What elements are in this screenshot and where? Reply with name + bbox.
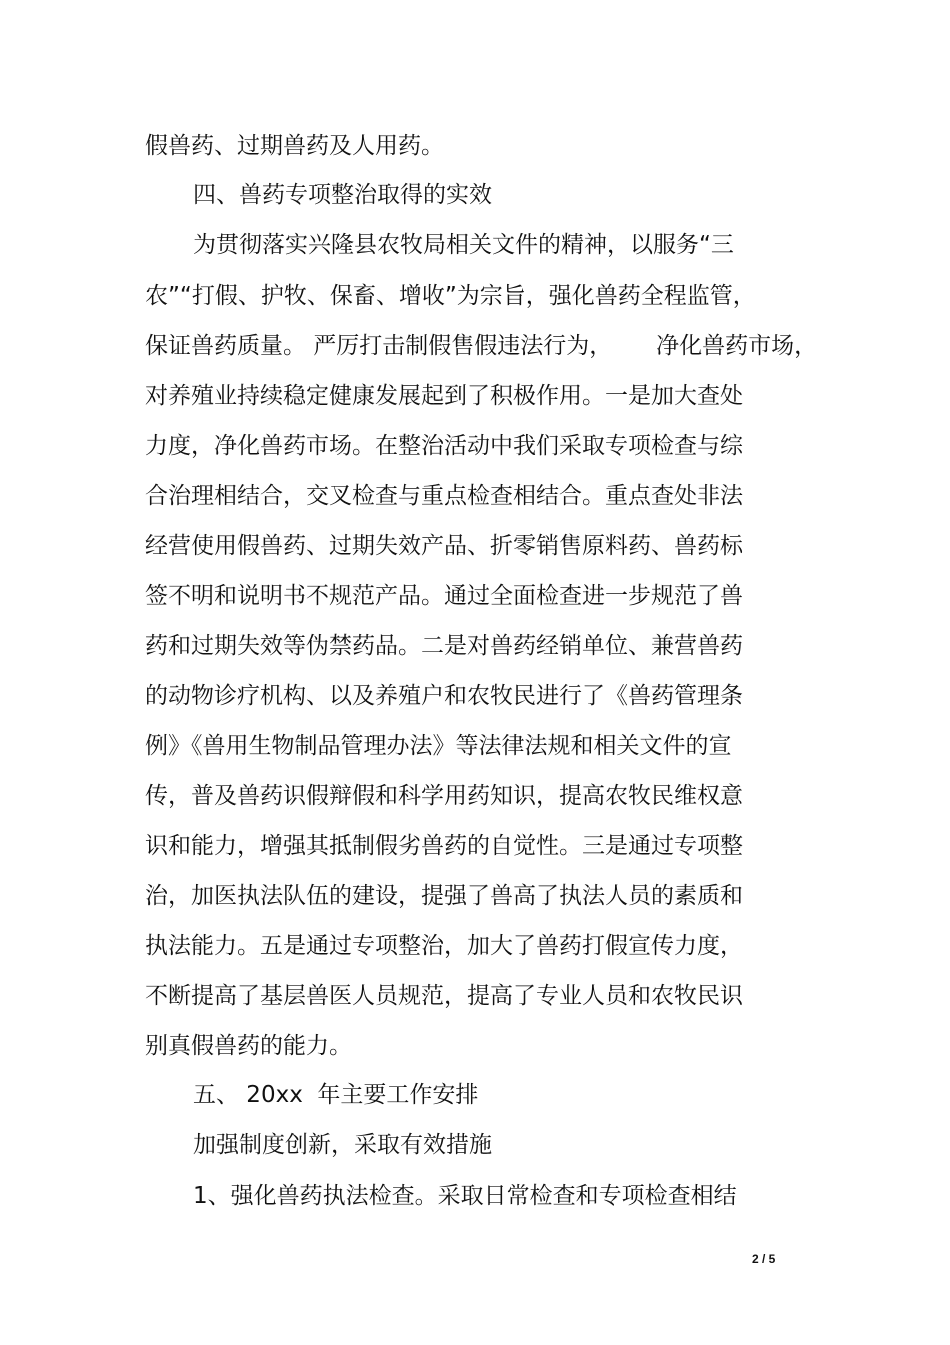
body-text-line: 例》《兽用生物制品管理办法》等法律法规和相关文件的宣 [145,733,732,759]
body-text-line: 合治理相结合，交叉检查与重点检查相结合。重点查处非法 [145,483,743,509]
section-heading: 五、 20xx 年主要工作安排 [193,1082,479,1108]
body-text-line: 假兽药、过期兽药及人用药。 [145,133,444,159]
section-heading: 四、兽药专项整治取得的实效 [193,182,492,208]
body-text-line: 签不明和说明书不规范产品。通过全面检查进一步规范了兽 [145,583,743,609]
body-text-line: 治，加医执法队伍的建设，提强了兽高了执法人员的素质和 [145,883,743,909]
body-text-line: 识和能力，增强其抵制假劣兽药的自觉性。三是通过专项整 [145,833,743,859]
body-text-line: 执法能力。五是通过专项整治，加大了兽药打假宣传力度， [145,933,743,959]
page-number: 2 / 5 [752,1252,776,1266]
body-text-line: 药和过期失效等伪禁药品。二是对兽药经销单位、兼营兽药 [145,633,743,659]
body-text-line: 传，普及兽药识假辩假和科学用药知识，提高农牧民维权意 [145,783,743,809]
body-text-line: 农”“打假、护牧、保畜、增收”为宗旨，强化兽药全程监管， [145,283,756,309]
body-text-line: 1、强化兽药执法检查。采取日常检查和专项检查相结 [193,1183,737,1209]
body-text-line: 不断提高了基层兽医人员规范，提高了专业人员和农牧民识 [145,983,743,1009]
body-text-line: 为贯彻落实兴隆县农牧局相关文件的精神，以服务“三 [193,232,734,258]
body-text-line: 经营使用假兽药、过期失效产品、折零销售原料药、兽药标 [145,533,743,559]
body-text-line: 保证兽药质量。 严厉打击制假售假违法行为， 净化兽药市场， [145,333,818,359]
subheading: 加强制度创新，采取有效措施 [193,1132,492,1158]
body-text-line: 的动物诊疗机构、以及养殖户和农牧民进行了《兽药管理条 [145,683,743,709]
body-text-line: 对养殖业持续稳定健康发展起到了积极作用。一是加大查处 [145,383,743,409]
body-text-line: 力度，净化兽药市场。在整治活动中我们采取专项检查与综 [145,433,743,459]
body-text-line: 别真假兽药的能力。 [145,1033,352,1059]
